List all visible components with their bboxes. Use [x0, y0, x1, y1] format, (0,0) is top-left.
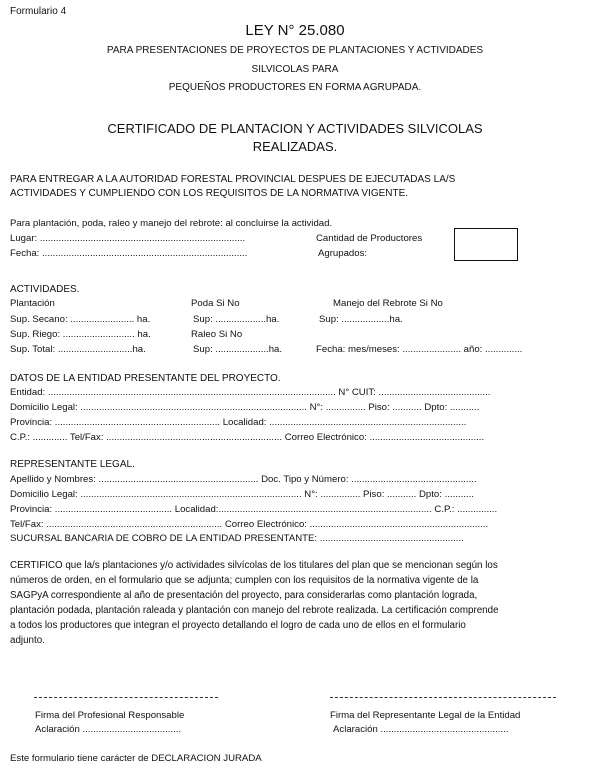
footer-note: Este formulario tiene carácter de DECLARACION JURADA [10, 753, 262, 764]
representante-heading: REPRESENTANTE LEGAL. [10, 459, 135, 470]
sup-riego-field[interactable]: Sup. Riego: ........................... ha. [10, 329, 151, 340]
certifico-line-1: CERTIFICO que la/s plantaciones y/o actividades silvícolas de los titulares del plan que se mencionan según los [10, 560, 498, 571]
right-aclaracion-field[interactable]: Aclaración ................................................ [333, 724, 509, 735]
form-number: Formulario 4 [10, 6, 67, 17]
agrupados-label: Agrupados: [318, 248, 368, 259]
certificate-title-line-1: CERTIFICADO DE PLANTACION Y ACTIVIDADES SILVICOLAS [107, 121, 483, 136]
manejo-rebrote-options[interactable]: Manejo del Rebrote Si No [333, 298, 443, 309]
representante-domicilio-field[interactable]: Domicilio Legal: ................................................................................... N°: ............... Piso: ........... Dpto: ........... [10, 489, 474, 500]
certificate-title-line-2: REALIZADAS. [252, 139, 338, 154]
sucursal-bancaria-field[interactable]: SUCURSAL BANCARIA DE COBRO DE LA ENTIDAD PRESENTANTE: ...................................................... [10, 533, 464, 544]
plantacion-label: Plantación [10, 298, 55, 309]
left-signature-line[interactable] [34, 697, 218, 698]
subtitle-line-3: PEQUEÑOS PRODUCTORES EN FORMA AGRUPADA. [168, 82, 422, 93]
entidad-cp-field[interactable]: C.P.: ............. Tel/Fax: .................................................................. Correo Electrónico: ........................................... [10, 432, 485, 443]
sup-poda-field[interactable]: Sup: ...................ha. [193, 314, 280, 325]
sup-raleo-field[interactable]: Sup: ....................ha. [193, 344, 283, 355]
law-title: LEY N° 25.080 [245, 22, 345, 39]
left-aclaracion-field[interactable]: Aclaración ..................................... [35, 724, 182, 735]
subtitle-line-2: SILVICOLAS PARA [251, 64, 339, 75]
entidad-domicilio-field[interactable]: Domicilio Legal: ..................................................................................... N°: ............... Piso: ........... Dpto: ........... [10, 402, 480, 413]
certifico-line-2: números de orden, en el formulario que se adjunta; cumplen con los requisitos de la normativa vigente de la [10, 575, 479, 586]
actividades-heading: ACTIVIDADES. [10, 284, 80, 295]
entidad-field[interactable]: Entidad: ............................................................................................................ N° CUIT: .......................................... [10, 387, 491, 398]
certifico-line-3: SAGPyA correspondiente al año de presentación del proyecto, para considerarlas como plantación lograda, [10, 590, 478, 601]
lugar-field[interactable]: Lugar: ............................................................................. [10, 233, 246, 244]
right-signature-title: Firma del Representante Legal de la Entidad [330, 710, 521, 721]
cantidad-productores-box[interactable] [454, 228, 518, 261]
instruction-line-1: PARA ENTREGAR A LA AUTORIDAD FORESTAL PROVINCIAL DESPUES DE EJECUTADAS LA/S [10, 174, 456, 185]
sup-secano-field[interactable]: Sup. Secano: ........................ ha. [10, 314, 151, 325]
fecha-field[interactable]: Fecha: ............................................................................. [10, 248, 248, 259]
certifico-line-5: a todos los productores que integran el proyecto detallando el logro de cada uno de ellos en el formulario [10, 620, 466, 631]
poda-options[interactable]: Poda Si No [191, 298, 240, 309]
cantidad-productores-label: Cantidad de Productores [316, 233, 423, 244]
representante-provincia-field[interactable]: Provincia: ............................................ Localidad:................................................................................ C.P.: ............... [10, 504, 498, 515]
representante-apellido-field[interactable]: Apellido y Nombres: ............................................................ Doc. Tipo y Número: ............................................... [10, 474, 477, 485]
entidad-provincia-field[interactable]: Provincia: .............................................................. Localidad: .......................................................................... [10, 417, 467, 428]
representante-telfax-field[interactable]: Tel/Fax: .................................................................. Correo Electrónico: ................................................................... [10, 519, 489, 530]
left-signature-title: Firma del Profesional Responsable [35, 710, 185, 721]
sup-total-field[interactable]: Sup. Total: ............................ha. [10, 344, 146, 355]
certifico-line-4: plantación podada, plantación raleada y plantación con manejo del rebrote realizada. La certificación comprende [10, 605, 499, 616]
entidad-heading: DATOS DE LA ENTIDAD PRESENTANTE DEL PROYECTO. [10, 373, 281, 384]
subtitle-line-1: PARA PRESENTACIONES DE PROYECTOS DE PLANTACIONES Y ACTIVIDADES [106, 45, 484, 56]
sup-manejo-field[interactable]: Sup: ..................ha. [319, 314, 403, 325]
instruction-line-2: ACTIVIDADES Y CUMPLIENDO CON LOS REQUISITOS DE LA NORMATIVA VIGENTE. [10, 188, 409, 199]
right-signature-line[interactable] [330, 697, 556, 698]
certifico-line-6: adjunto. [10, 635, 45, 646]
raleo-options[interactable]: Raleo Si No [191, 329, 243, 340]
fecha-meses-field[interactable]: Fecha: mes/meses: ...................... año: .............. [316, 344, 523, 355]
general-intro: Para plantación, poda, raleo y manejo del rebrote: al concluirse la actividad. [10, 218, 333, 229]
